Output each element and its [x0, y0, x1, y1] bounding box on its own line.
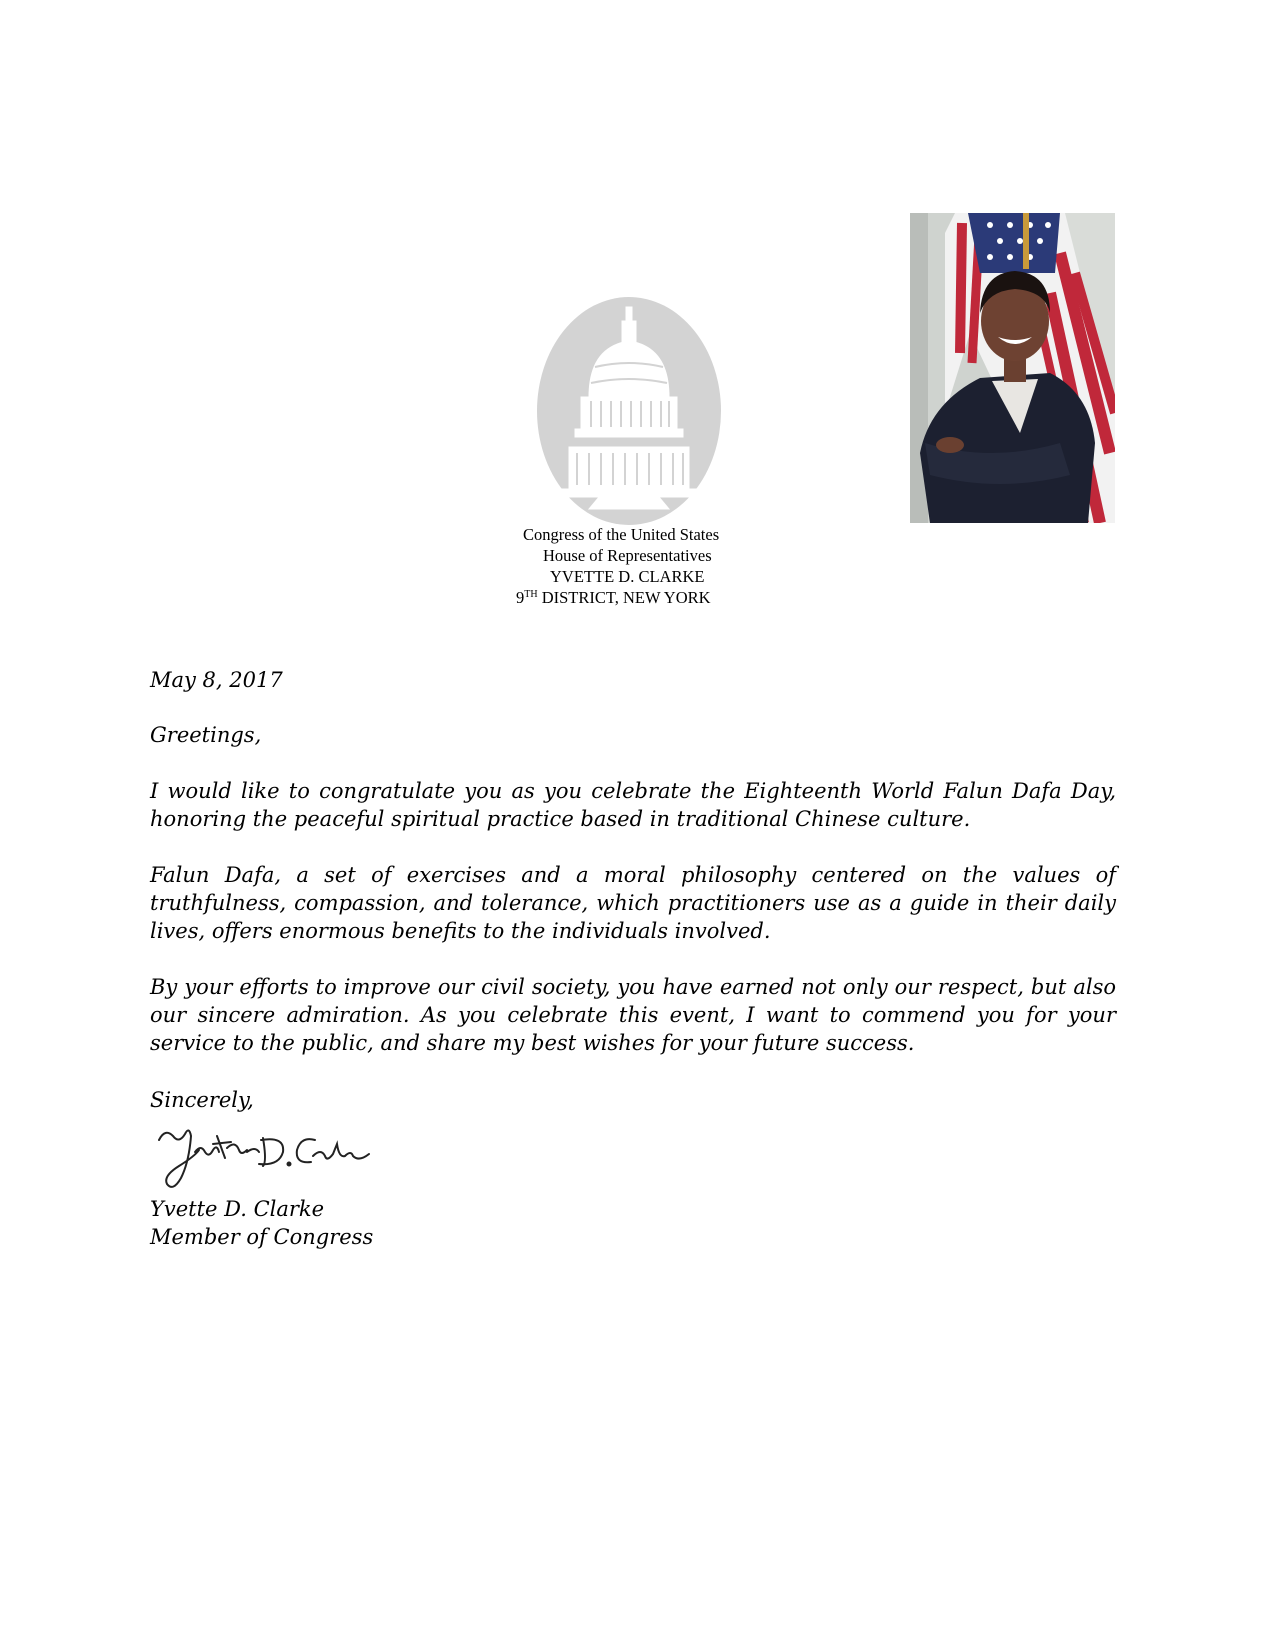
- district-text: DISTRICT, NEW YORK: [537, 588, 711, 607]
- letterhead-house: House of Representatives: [543, 546, 712, 565]
- letter-closing: Sincerely,: [150, 1088, 254, 1112]
- capitol-dome-seal: [537, 297, 721, 525]
- letter-date: May 8, 2017: [150, 668, 283, 692]
- district-ordinal-suffix: TH: [524, 589, 538, 600]
- letterhead-district: [480, 587, 790, 608]
- letterhead-member-name: YVETTE D. CLARKE: [550, 567, 705, 586]
- letterhead-congress: Congress of the United States: [523, 525, 720, 544]
- congresswoman-portrait-photo: [910, 213, 1115, 523]
- letter-paragraph: Falun Dafa, a set of exercises and a moral philosophy centered on the values of truthfulness, compassion, and tolerance, which practitioners use as a guide in their daily lives, offers enormous benefits to the individuals involved.: [150, 863, 1116, 943]
- handwritten-signature: [155, 1122, 375, 1196]
- letter-paragraph: I would like to congratulate you as you celebrate the Eighteenth World Falun Dafa Day, honoring the peaceful spiritual practice based in traditional Chinese culture.: [150, 779, 1116, 831]
- letter-greeting: Greetings,: [150, 723, 262, 747]
- signer-name: Yvette D. Clarke: [150, 1197, 325, 1221]
- letterhead: [480, 524, 790, 608]
- letter-paragraph: By your efforts to improve our civil society, you have earned not only our respect, but also our sincere admiration. As you celebrate this event, I want to commend you for your service to the public, and share my best wishes for your future success.: [150, 975, 1116, 1055]
- signer-title: Member of Congress: [150, 1225, 374, 1249]
- district-number: 9: [516, 588, 525, 607]
